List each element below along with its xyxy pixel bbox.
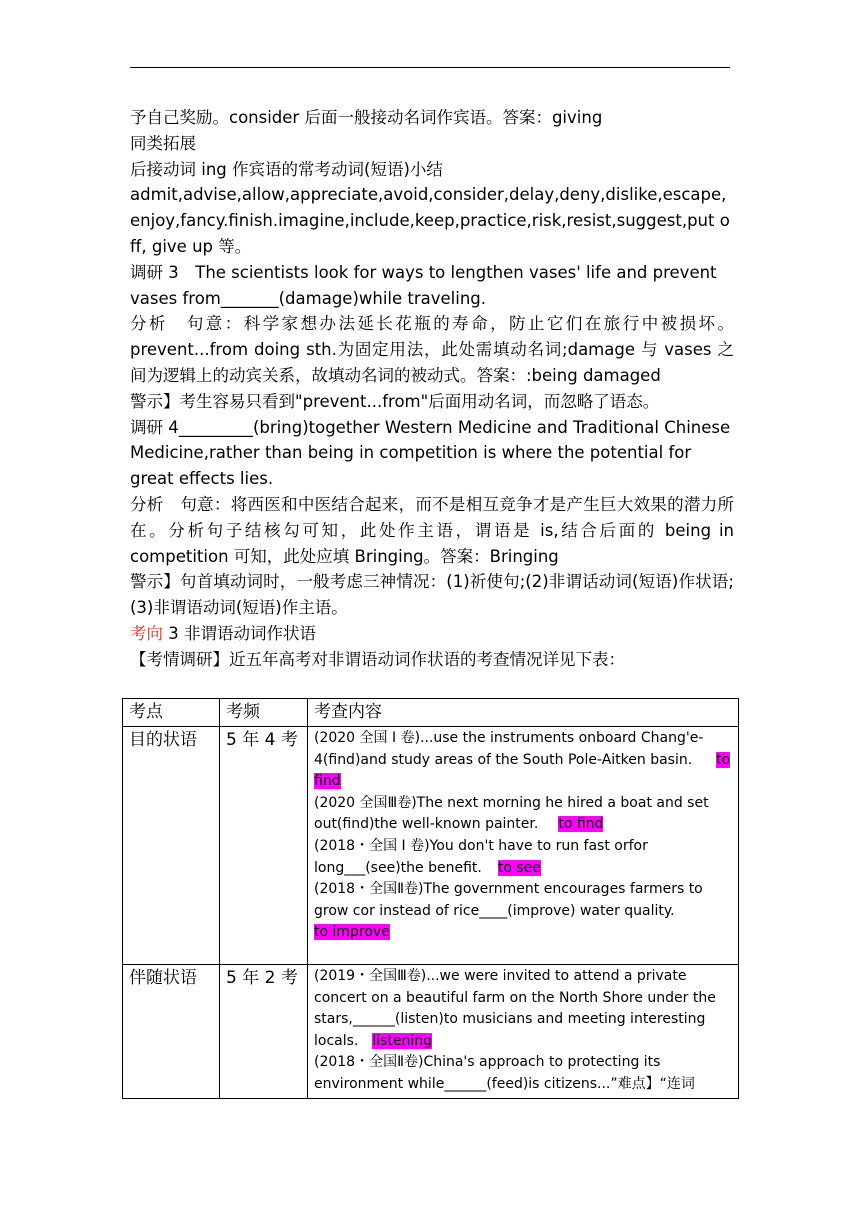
section-label: 考向: [130, 623, 163, 643]
example-text: (2020 全国Ⅲ卷)The next morning he hired a boat and set out(find)the well-known painter.: [314, 794, 709, 833]
cell-content: [308, 727, 739, 965]
paragraph-answer: 予自己奖励。consider 后面一般接动名词作宾语。答案：giving: [130, 108, 603, 127]
example-item: [314, 793, 734, 836]
answer-highlight: to find: [558, 816, 604, 833]
table-header-row: [123, 699, 739, 727]
answer-highlight: to see: [497, 859, 541, 876]
example-text: (2019・全国Ⅲ卷)...we were invited to attend a private concert on a beautiful farm on the North Shore under the stars,______(listen)to musicians and meeting interesting locals.: [314, 968, 716, 1049]
example-item: [314, 966, 734, 1052]
cell-point: 目的状语: [123, 727, 220, 965]
answer-highlight: to find: [314, 751, 731, 790]
header-rule: [130, 67, 730, 68]
example-text: (2018・全国Ⅱ卷)The government encourages farmers to grow cor instead of rice____(improve) water quality.: [314, 881, 703, 919]
document-body: [130, 105, 734, 673]
paragraph-research-3: 调研 3 The scientists look for ways to lengthen vases' life and prevent vases from_______(damage)while traveling.: [130, 262, 717, 308]
example-item: [314, 728, 734, 793]
cell-content: [308, 965, 739, 1099]
cell-frequency: 5 年 2 考: [220, 965, 308, 1099]
section-title: 3 非谓语动词作状语: [163, 623, 316, 643]
paragraph-summary-title: 后接动词 ing 作宾语的常考动词(短语)小结: [130, 159, 443, 179]
paragraph-warning-3: 警示】考生容易只看到"prevent...from"后面用动名词，而忽略了语态。: [130, 391, 660, 411]
header-frequency: 考频: [220, 699, 308, 727]
table-row: [123, 965, 739, 1099]
exam-table: [122, 698, 739, 1099]
example-text: (2020 全国 I 卷)...use the instruments onboard Chang'e-4(find)and study areas of the South Pole-Aitken basin.: [314, 730, 704, 768]
paragraph-verb-list: admit,advise,allow,appreciate,avoid,consider,delay,deny,dislike,escape,enjoy,fancy.finish.imagine,include,keep,practice,risk,resist,suggest,put off, give up 等。: [130, 185, 730, 256]
answer-highlight: to improve: [314, 924, 390, 941]
example-item: [314, 836, 734, 879]
example-text: (2018・全国 I 卷)You don't have to run fast orfor long___(see)the benefit.: [314, 837, 648, 876]
example-item: [314, 1052, 734, 1095]
cell-frequency: 5 年 4 考: [220, 727, 308, 965]
example-item: [314, 879, 734, 944]
header-point: 考点: [123, 699, 220, 727]
example-text: (2018・全国Ⅱ卷)China's approach to protecting its environment while______(feed)is citizens...”难点】“连词: [314, 1054, 695, 1092]
paragraph-warning-4: 警示】句首填动词时，一般考虑三神情况：(1)祈使句;(2)非谓话动词(短语)作状语;(3)非谓语动词(短语)作主语。: [130, 572, 734, 618]
cell-point: 伴随状语: [123, 965, 220, 1099]
paragraph-analysis-4: 分析 句意：将西医和中医结合起来，而不是相互竞争才是产生巨大效果的潜力所在。分析句子结核勾可知，此处作主语，谓语是 is,结合后面的 being in competition 可知，此处应填 Bringing。答案：Bringing: [130, 494, 734, 566]
paragraph-survey: 【考情调研】近五年高考对非谓语动词作状语的考查情况详见下表：: [130, 649, 625, 669]
paragraph-research-4: 调研 4_________(bring)together Western Medicine and Traditional Chinese Medicine,rather than being in competition is where the potential for great effects lies.: [130, 417, 731, 489]
answer-highlight: listening: [372, 1032, 433, 1049]
paragraph-extension-title: 同类拓展: [130, 133, 196, 153]
section-heading: [130, 621, 734, 647]
paragraph-analysis-3: 分析 句意：科学家想办法延长花瓶的寿命，防止它们在旅行中被损坏。prevent...from doing sth.为固定用法，此处需填动名词;damage 与 vases 之间为逻辑上的动宾关系，故填动名词的被动式。答案：:being damaged: [130, 314, 734, 385]
table-row: [123, 727, 739, 965]
header-content: 考查内容: [308, 699, 739, 727]
